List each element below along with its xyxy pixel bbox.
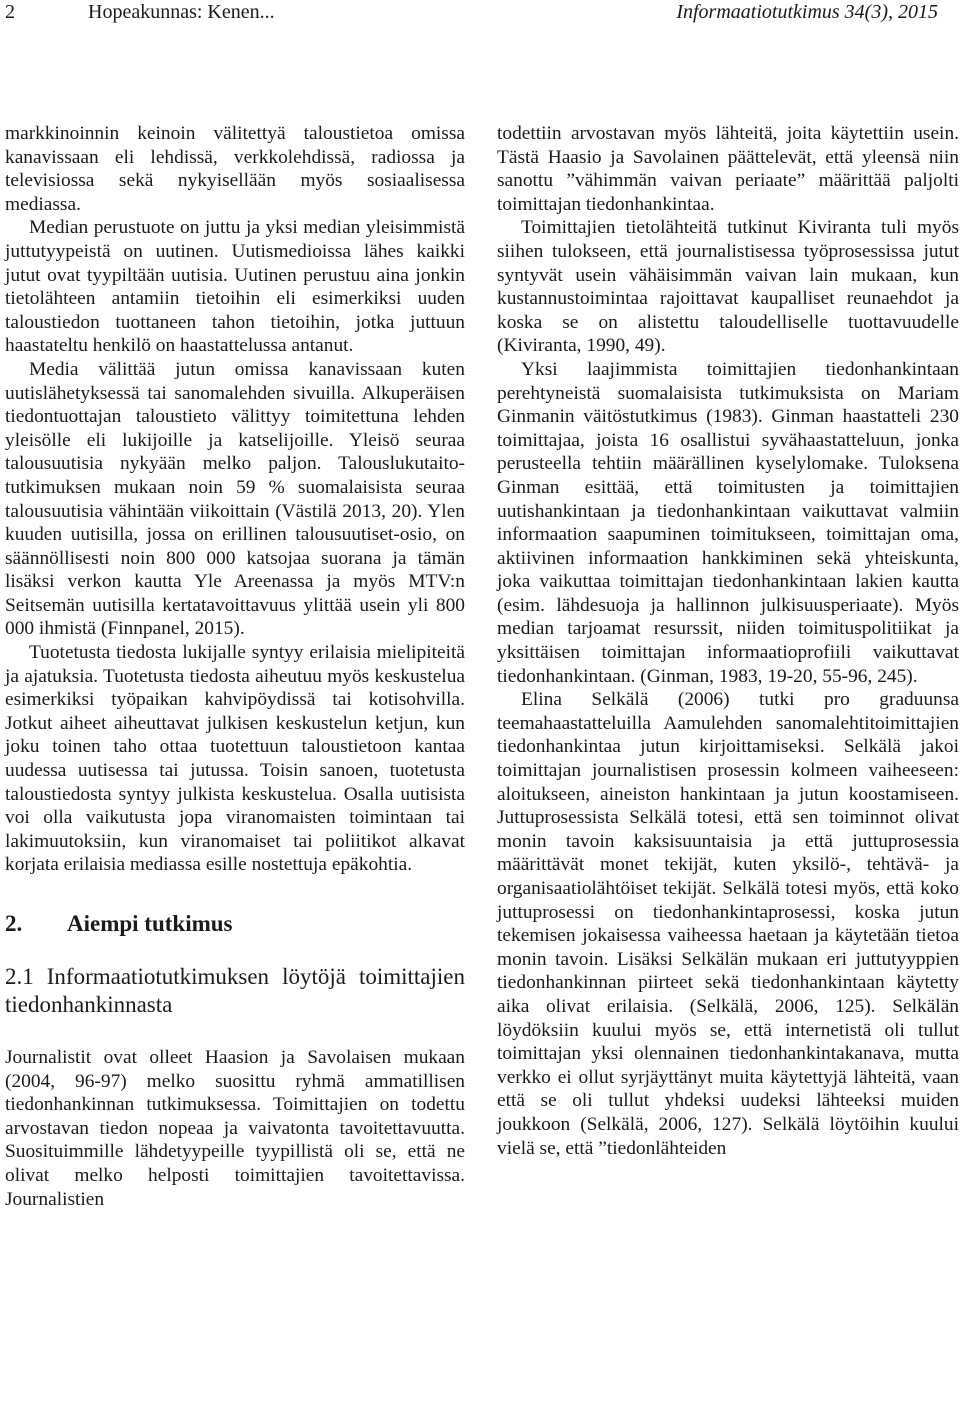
paragraph: Media välittää jutun omissa kanavissaan kuten uutislähetyksessä tai sanomalehden sivuilla. Alkuperäisen tiedontuottajan taloustieto välittyy toimitettuna lehden yleisölle eli lukijoille ja katselijoille. Yleisö seuraa talousuutisia nykyään melko paljon. Talouslukutaito-tutkimuksen mukaan noin 59 % suomalaisista seuraa talousuutisia vähintään viikoittain (Västilä 2013, 20). Ylen kuuden uutisilla, jossa on erillinen talousuutiset-osio, on säännöllisesti noin 800 000 katsojaa suorana ja tämän lisäksi verkon kautta Yle Areenassa ja myös MTV:n Seitsemän uutisilla kertatavoittavuus ylittää usein yli 800 000 ihmistä (Finnpanel, 2015). [5,358,465,640]
paragraph: Journalistit ovat olleet Haasion ja Savolaisen mukaan (2004, 96-97) melko suosittu ryhmä ammatillisen tiedonhankinnan tutkimuksessa. Toimittajien on todettu arvostavan tiedon nopeaa ja vaivatonta tavoitettavuutta. Suosituimmille lähdetyypeille tyypillistä oli se, että ne olivat melko helposti toimittajien tavoitettavissa. Journalistien [5,1047,465,1210]
running-header [0,0,960,30]
section-number: 2. [5,911,23,936]
section-title: Aiempi tutkimus [67,911,233,936]
journal-citation: Informaatiotutkimus 34(3), 2015 [676,1,938,23]
paragraph: Median perustuote on juttu ja yksi median yleisimmistä juttutyypeistä on uutinen. Uutismedioissa lähes kaikki jutut ovat tyypiltään uutisia. Uutinen perustuu aina jonkin tietolähteen antamiin tietoihin eli esimerkiksi uuden taloustiedon tuottaneen tahon tietoihin, jotka juttuun haastateltu henkilö on haastattelussa antanut. [5,217,465,357]
left-column [5,122,465,1211]
paragraph: todettiin arvostavan myös lähteitä, joita käytettiin usein. Tästä Haasio ja Savolainen päättelevät, että yleensä niin sanottu ”vähimmän vaivan periaate” määrittää paljolti toimittajan tiedonhankintaa. [497,123,959,215]
page-number: 2 [5,1,15,23]
paragraph: Elina Selkälä (2006) tutki pro graduunsa teemahaastatteluilla Aamulehden sanomalehtitoimittajien tiedonhankintaa jutun kirjoittamiseksi. Selkälä jakoi toimittajan journalistisen prosessin kolmeen vaiheeseen: aloitukseen, aineiston hankintaan ja jutun koostamiseen. Juttuprosessista Selkälä totesi, että sen toiminnot olivat monin tavoin kaksisuuntaisia ja että juttuprosessia määrittävät monet tekijät, kuten yksilö-, tehtävä- ja organisaatiolähtöiset tekijät. Selkälä totesi myös, että koko juttuprosessi on tiedonhankintaprosessi, koska jutun tekemisen jokaisessa vaiheessa haetaan ja käytetään tietoa monin tavoin. Lisäksi Selkälän mukaan eri juttutyyppien tiedonhankinnan piirteet sekä tiedonhankintaan käytetty aika olivat erilaisia. (Selkälä, 2006, 125). Selkälän löydöksiin kuului myös se, että internetistä oli tullut toimittajan yksi olennainen tiedonhankintakanava, mutta verkko ei ollut syrjäyttänyt muita käytettyjä lähteitä, vaan että se oli tullut yhdeksi uudeksi lähteeksi muiden joukkoon (Selkälä, 2006, 127). Selkälä löytöihin kuului vielä se, että ”tiedonlähteiden [497,689,959,1159]
paragraph: markkinoinnin keinoin välitettyä taloustietoa omissa kanavissaan eli lehdissä, verkkolehdissä, radiossa ja televisiossa sekä nykyisellään myös sosiaalisessa mediassa. [5,123,465,215]
paragraph: Toimittajien tietolähteitä tutkinut Kiviranta tuli myös siihen tulokseen, että journalistisessa työprosessissa jutut syntyvät usein vähäisimmän vaivan lain mukaan, kun kustannustoimintaa rajoittavat kaupalliset reunaehdot ja koska se on alistettu taloudelliselle tuottavuudelle (Kiviranta, 1990, 49). [497,217,959,357]
right-column [497,122,959,1160]
section-heading [5,910,465,938]
running-title: Hopeakunnas: Kenen... [88,1,275,23]
subsection-heading: 2.1 Informaatiotutkimuksen löytöjä toimittajien tiedonhankinnasta [5,964,465,1017]
paragraph: Yksi laajimmista toimittajien tiedonhankintaan perehtyneistä suomalaisista tutkimuksista on Mariam Ginmanin väitöstutkimus (1983). Ginman haastatteli 230 toimittajaa, joista 16 osallistui syvähaastatteluun, jonka perusteella tehtiin määrällinen kyselylomake. Tuloksena Ginman esittää, että toimitusten ja toimittajien uutishankintaan ja tiedonhankintaan vaikuttavat valmiin informaation saapuminen toimitukseen, toimittajan oma, aktiivinen informaation hankkiminen sekä yhteiskunta, joka vaikuttaa toimittajan tiedonhankintaan lakien kautta (esim. lähdesuoja ja hallinnon julkisuusperiaate). Myös median tarjoamat resurssit, niiden toimituspolitiikat ja yksittäisen toimittajan informaatioprofiili vaikuttavat tiedonhankintaan. (Ginman, 1983, 19-20, 55-96, 245). [497,358,959,687]
paragraph: Tuotetusta tiedosta lukijalle syntyy erilaisia mielipiteitä ja ajatuksia. Tuotetusta tiedosta aiheutuu myös keskustelua esimerkiksi työpaikan kahvipöydissä tai kotisohvilla. Jotkut aiheet aiheuttavat julkisen keskustelun ketjun, kun joku toinen taho ottaa tuotettuun taloustietoon kantaa uudessa uutisessa tai jutussa. Toisin sanoen, tuotetusta taloustiedosta syntyy julkista keskustelua. Osalla uutisista voi olla vaikutusta jopa viranomaisten toimintaan tai lakimuutoksiin, kun viranomaiset tai poliitikot alkavat korjata erilaisia mediassa esille nostettuja epäkohtia. [5,642,465,876]
